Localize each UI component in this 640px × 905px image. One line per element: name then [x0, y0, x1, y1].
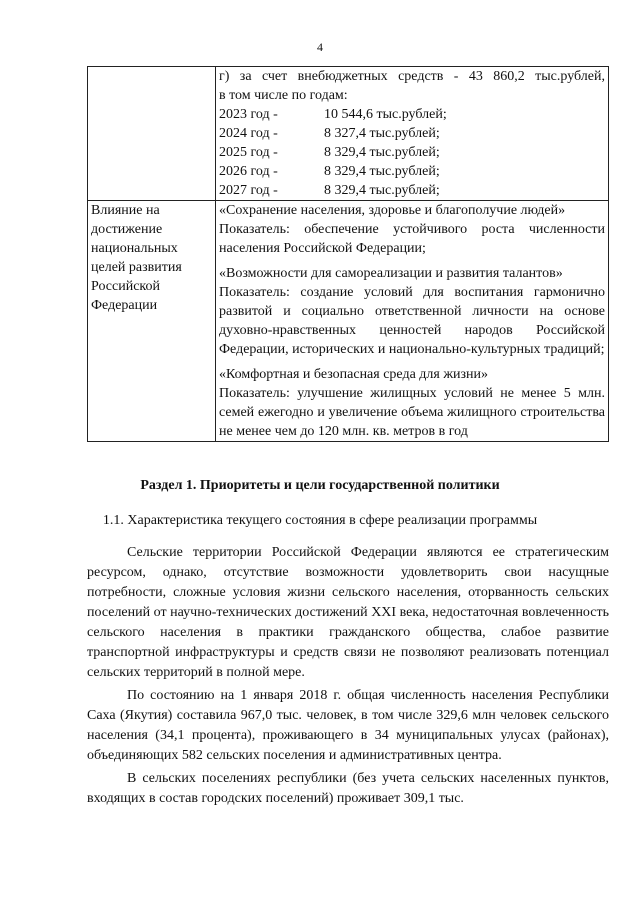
national-goals-cell	[216, 201, 609, 442]
year-line	[219, 105, 605, 124]
year-line	[219, 143, 605, 162]
body-text	[87, 543, 609, 812]
funding-cell	[216, 67, 609, 201]
year-amount: 8 329,4 тыс.рублей;	[324, 183, 440, 198]
year-amount: 8 329,4 тыс.рублей;	[324, 145, 440, 160]
year-label: 2026 год -	[219, 164, 278, 179]
paragraph: По состоянию на 1 января 2018 г. общая численность населения Республики Саха (Якутия) составила 967,0 тыс. человек, в том числе 329,6 млн человек сельского населения (34,1 процента), проживающего в 34 муниципальных улусах (районах), объединяющих 582 сельских поселения и административных центра.	[87, 688, 609, 763]
goal-block	[219, 264, 605, 359]
paragraph: В сельских поселениях республики (без учета сельских населенных пунктов, входящих в состав городских поселений) проживает 309,1 тыс.	[87, 771, 609, 806]
year-amount: 10 544,6 тыс.рублей;	[324, 107, 447, 122]
goal-indicator: Показатель: улучшение жилищных условий не менее 5 млн. семей ежегодно и увеличение объема жилищного строительства не менее чем до 120 млн. кв. метров в год	[219, 386, 605, 439]
goal-block	[219, 365, 605, 441]
goal-title: «Возможности для самореализации и развития талантов»	[219, 266, 563, 281]
funding-intro-years: в том числе по годам:	[219, 88, 348, 103]
year-label: 2023 год -	[219, 107, 278, 122]
program-passport-table	[87, 66, 609, 442]
goal-indicator: Показатель: обеспечение устойчивого роста численности населения Российской Федерации;	[219, 222, 605, 256]
goal-title: «Сохранение населения, здоровье и благополучие людей»	[219, 203, 566, 218]
funding-intro: г) за счет внебюджетных средств - 43 860,2 тыс.рублей,	[219, 69, 605, 84]
year-label: 2024 год -	[219, 126, 278, 141]
year-label: 2027 год -	[219, 183, 278, 198]
section-title: Раздел 1. Приоритеты и цели государственной политики	[140, 478, 500, 493]
table-row-national-goals	[88, 201, 609, 442]
goal-title: «Комфортная и безопасная среда для жизни»	[219, 367, 489, 382]
goal-block	[219, 201, 605, 258]
national-goals-label: Влияние на достижение национальных целей развития Российской Федерации	[88, 201, 216, 442]
year-amount: 8 327,4 тыс.рублей;	[324, 126, 440, 141]
page-number: 4	[317, 40, 323, 54]
year-amount: 8 329,4 тыс.рублей;	[324, 164, 440, 179]
year-label: 2025 год -	[219, 145, 278, 160]
year-line	[219, 181, 605, 200]
subsection-title: 1.1. Характеристика текущего состояния в сфере реализации программы	[102, 513, 538, 528]
paragraph: Сельские территории Российской Федерации являются ее стратегическим ресурсом, однако, отсутствие возможности удовлетворить свои насущные потребности, сложные условия жизни сельского населения, оторванность сельских поселений от научно-технических достижений XXI века, недостаточная вовлеченность сельского населения в практики гражданского общества, слабое развитие транспортной инфраструктуры и средств связи не позволяют реализовать потенциал сельских территорий в полной мере.	[87, 545, 609, 680]
table-row-funding	[88, 67, 609, 201]
year-line	[219, 124, 605, 143]
goal-indicator: Показатель: создание условий для воспитания гармонично развитой и социально ответственной личности на основе духовно-нравственных ценностей народов Российской Федерации, исторических и национально-культурных традиций;	[219, 285, 605, 357]
year-line	[219, 162, 605, 181]
table-cell-empty	[88, 67, 216, 201]
